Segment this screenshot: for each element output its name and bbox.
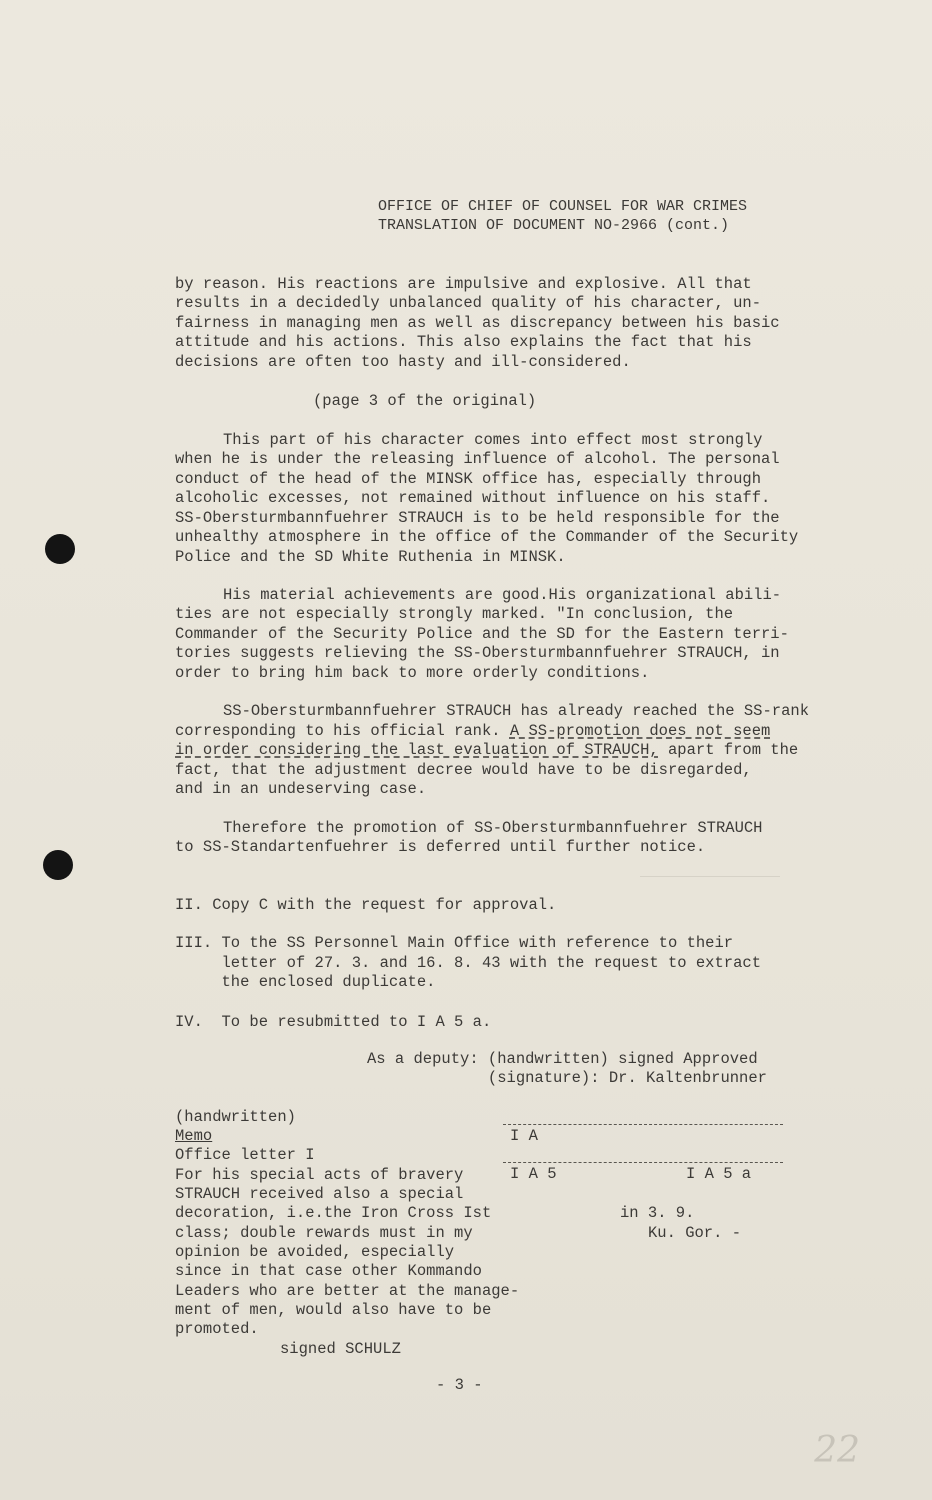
punch-hole-top	[45, 534, 75, 564]
para2-line: This part of his character comes into effect most strongly	[223, 431, 763, 449]
item-iv: IV. To be resubmitted to I A 5 a.	[175, 1013, 492, 1031]
para2-line: when he is under the releasing influence of alcohol. The personal	[175, 450, 780, 468]
para5-line: Therefore the promotion of SS-Obersturmbannfuehrer STRAUCH	[223, 819, 763, 837]
para1-line: fairness in managing men as well as discrepancy between his basic	[175, 314, 780, 332]
page-marker: (page 3 of the original)	[313, 392, 537, 410]
signature-line-1: As a deputy: (handwritten) signed Approved	[367, 1050, 758, 1068]
item-iii-line: letter of 27. 3. and 16. 8. 43 with the request to extract	[175, 954, 761, 972]
para4-line	[175, 722, 770, 742]
memo-line: STRAUCH received also a special	[175, 1185, 464, 1203]
memo-line: Office letter I	[175, 1146, 315, 1164]
para3-line: order to bring him back to more orderly conditions.	[175, 664, 650, 682]
page-number: - 3 -	[436, 1376, 483, 1394]
routing-rule-middle	[503, 1162, 783, 1163]
memo-line: decoration, i.e.the Iron Cross Ist	[175, 1204, 492, 1222]
para3-line: ties are not especially strongly marked. "In conclusion, the	[175, 605, 734, 623]
memo-title: Memo	[175, 1127, 213, 1145]
para5-line: to SS-Standartenfuehrer is deferred until further notice.	[175, 838, 706, 856]
para2-line: unhealthy atmosphere in the office of the Commander of the Security	[175, 528, 799, 546]
para4-line: and in an undeserving case.	[175, 780, 427, 798]
memo-line: For his special acts of bravery	[175, 1166, 464, 1184]
para4-line	[175, 741, 798, 761]
memo-line: class; double rewards must in my	[175, 1224, 473, 1242]
para4-text: apart from the	[658, 741, 799, 759]
memo-line: (handwritten)	[175, 1108, 296, 1126]
item-iii-line: III. To the SS Personnel Main Office with reference to their	[175, 934, 734, 952]
para1-line: by reason. His reactions are impulsive and explosive. All that	[175, 275, 752, 293]
item-iii-line: the enclosed duplicate.	[175, 973, 436, 991]
header-line-1: OFFICE OF CHIEF OF COUNSEL FOR WAR CRIMES	[378, 198, 748, 215]
para4-line: SS-Obersturmbannfuehrer STRAUCH has already reached the SS-rank	[223, 702, 809, 720]
memo-signed: signed SCHULZ	[280, 1340, 401, 1358]
para1-line: decisions are often too hasty and ill-considered.	[175, 353, 631, 371]
memo-line: Leaders who are better at the manage-	[175, 1282, 520, 1300]
memo-line: since in that case other Kommando	[175, 1262, 482, 1280]
para2-line: Police and the SD White Ruthenia in MINSK.	[175, 548, 566, 566]
para2-line: alcoholic excesses, not remained without influence on his staff.	[175, 489, 771, 507]
para4-underlined-text: A SS-promotion does not seem	[509, 722, 771, 740]
punch-hole-bottom	[43, 850, 73, 880]
memo-line: opinion be avoided, especially	[175, 1243, 455, 1261]
routing-rule-top	[503, 1124, 783, 1125]
routing-date: in 3. 9.	[620, 1204, 695, 1222]
routing-initials: Ku. Gor. -	[648, 1224, 742, 1242]
memo-line: promoted.	[175, 1320, 259, 1338]
signature-line-2: (signature): Dr. Kaltenbrunner	[367, 1069, 767, 1087]
para4-line: fact, that the adjustment decree would have to be disregarded,	[175, 761, 752, 779]
routing-ia: I A	[510, 1127, 538, 1145]
para3-line: tories suggests relieving the SS-Obersturmbannfuehrer STRAUCH, in	[175, 644, 780, 662]
para1-line: attitude and his actions. This also explains the fact that his	[175, 333, 752, 351]
para2-line: conduct of the head of the MINSK office has, especially through	[175, 470, 761, 488]
routing-ia5a: I A 5 a	[686, 1165, 752, 1183]
header-line-2: TRANSLATION OF DOCUMENT NO-2966 (cont.)	[378, 217, 730, 234]
item-ii: II. Copy C with the request for approval.	[175, 896, 557, 914]
faint-rule	[640, 876, 780, 877]
memo-line: ment of men, would also have to be	[175, 1301, 492, 1319]
para3-line: His material achievements are good.His organizational abili-	[223, 586, 782, 604]
para3-line: Commander of the Security Police and the SD for the Eastern terri-	[175, 625, 789, 643]
para4-underlined-text: in order considering the last evaluation of STRAUCH,	[175, 741, 659, 759]
para2-line: SS-Obersturmbannfuehrer STRAUCH is to be held responsible for the	[175, 509, 780, 527]
para4-text: corresponding to his official rank.	[175, 722, 510, 740]
para1-line: results in a decidedly unbalanced quality of his character, un-	[175, 294, 761, 312]
handwritten-page-number: 22	[814, 1430, 860, 1471]
routing-ia5: I A 5	[510, 1165, 557, 1183]
